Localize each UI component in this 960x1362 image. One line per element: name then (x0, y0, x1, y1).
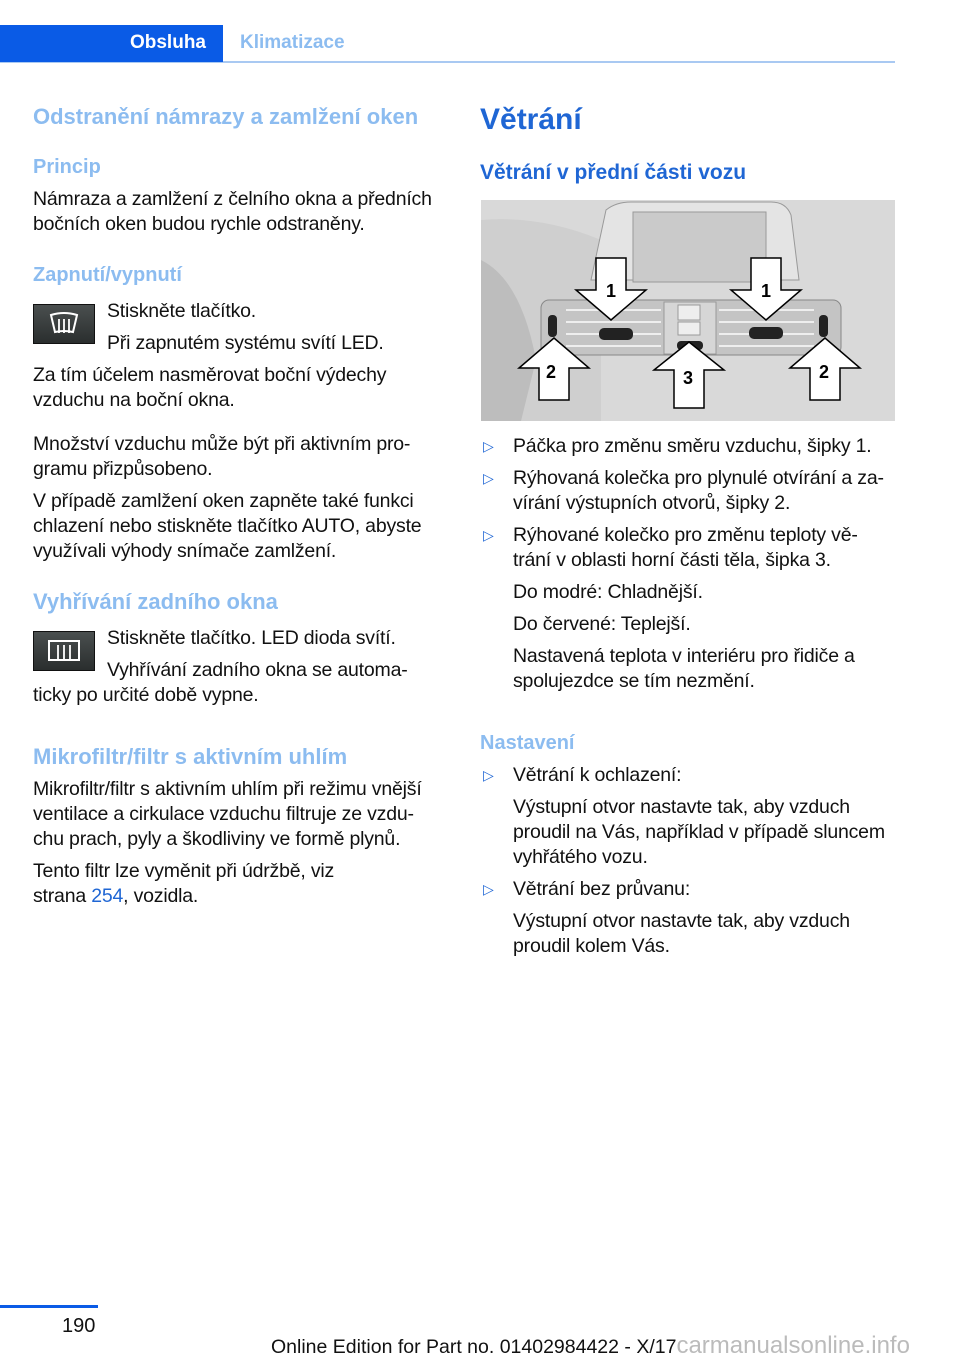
front-defrost-icon (33, 304, 95, 344)
page-number: 190 (62, 1315, 96, 1337)
rear-defrost-icon (33, 631, 95, 671)
list-item-text: Rýhované kolečko pro změnu teploty vě- (513, 524, 858, 546)
paragraph-line: V případě zamlžení oken zapněte také funkci (33, 490, 414, 512)
list-item-text: trání v oblasti horní části těla, šipka 3. (513, 549, 831, 571)
edition-text: Online Edition for Part no. 01402984422 - X/17 (271, 1336, 677, 1358)
list-item-detail: Do červené: Teplejší. (513, 613, 691, 635)
list-item-detail: proudil kolem Vás. (513, 935, 670, 957)
paragraph-line: Tento filtr lze vyměnit při údržbě, viz (33, 860, 335, 882)
paragraph-line: využívali výhody snímače zamlžení. (33, 540, 337, 562)
list-item-detail: spolujezdce se tím nezmění. (513, 670, 755, 692)
subheading-rear-window: Vyhřívání zadního okna (33, 589, 278, 614)
bullet-triangle-icon: ▷ (483, 767, 494, 783)
paragraph-line: chlazení nebo stiskněte tlačítko AUTO, abyste (33, 515, 422, 537)
list-item-detail: proudil na Vás, například v případě sluncem (513, 821, 885, 843)
list-item-detail: Výstupní otvor nastavte tak, aby vzduch (513, 910, 850, 932)
paragraph-line: chu prach, pyly a škodliviny ve formě plynů. (33, 828, 401, 850)
subheading-microfilter: Mikrofiltr/filtr s aktivním uhlím (33, 744, 348, 769)
paragraph-line (33, 884, 198, 909)
list-item-text: Rýhovaná kolečka pro plynulé otvírání a za- (513, 467, 884, 489)
paragraph-line: Při zapnutém systému svítí LED. (107, 332, 384, 354)
bullet-triangle-icon: ▷ (483, 527, 494, 543)
footer-edition (271, 1332, 910, 1360)
section-tabs (0, 25, 895, 63)
paragraph-line: Stiskněte tlačítko. LED dioda svítí. (107, 627, 396, 649)
list-item-detail: Do modré: Chladnější. (513, 581, 703, 603)
paragraph-line: Za tím účelem nasměrovat boční výdechy (33, 364, 387, 386)
bullet-triangle-icon: ▷ (483, 438, 494, 454)
tab-klimatizace[interactable]: Klimatizace (240, 32, 345, 53)
list-item-text: Páčka pro změnu směru vzduchu, šipky 1. (513, 435, 872, 457)
arrow-label: 1 (605, 281, 617, 301)
list-item-text: vírání výstupních otvorů, šipky 2. (513, 492, 791, 514)
paragraph-line: ticky po určité době vypne. (33, 684, 259, 706)
subheading-princip: Princip (33, 156, 101, 178)
subheading-settings: Nastavení (480, 732, 575, 754)
watermark: carmanualsonline.info (676, 1332, 910, 1359)
arrow-label: 2 (545, 362, 557, 382)
arrow-label: 3 (682, 368, 694, 388)
paragraph-line: ventilace a cirkulace vzduchu filtruje ze vzdu- (33, 803, 414, 825)
bullet-triangle-icon: ▷ (483, 470, 494, 486)
paragraph-line: bočních oken budou rychle odstraněny. (33, 213, 365, 235)
paragraph-line: vzduchu na boční okna. (33, 389, 235, 411)
paragraph-line: Stiskněte tlačítko. (107, 300, 257, 322)
subheading-onoff: Zapnutí/vypnutí (33, 264, 182, 286)
arrow-label: 1 (760, 281, 772, 301)
paragraph-line: Množství vzduchu může být při aktivním pro- (33, 433, 411, 455)
footer-rule (0, 1305, 98, 1308)
list-item-text: Větrání k ochlazení: (513, 764, 682, 786)
list-item-text: Větrání bez průvanu: (513, 878, 691, 900)
paragraph-line: Námraza a zamlžení z čelního okna a předních (33, 188, 432, 210)
dashboard-vents-figure (481, 200, 895, 421)
section-heading-ventilation: Větrání (480, 103, 582, 136)
section-heading-defrost: Odstranění námrazy a zamlžení oken (33, 104, 419, 129)
list-item-detail: vyhřátého vozu. (513, 846, 648, 868)
tab-obsluha[interactable]: Obsluha (0, 25, 223, 62)
subheading-front-ventilation: Větrání v přední části vozu (480, 161, 747, 184)
arrow-label: 2 (818, 362, 830, 382)
bullet-triangle-icon: ▷ (483, 881, 494, 897)
list-item-detail: Výstupní otvor nastavte tak, aby vzduch (513, 796, 850, 818)
after-link-text: , vozidla. (123, 885, 199, 907)
strana-text: strana (33, 885, 92, 907)
page-link-254[interactable]: 254 (91, 885, 124, 907)
paragraph-line: gramu přizpůsobeno. (33, 458, 213, 480)
list-item-detail: Nastavená teplota v interiéru pro řidiče a (513, 645, 855, 667)
paragraph-line: Vyhřívání zadního okna se automa- (107, 659, 408, 681)
paragraph-line: Mikrofiltr/filtr s aktivním uhlím při režimu vnější (33, 778, 422, 800)
